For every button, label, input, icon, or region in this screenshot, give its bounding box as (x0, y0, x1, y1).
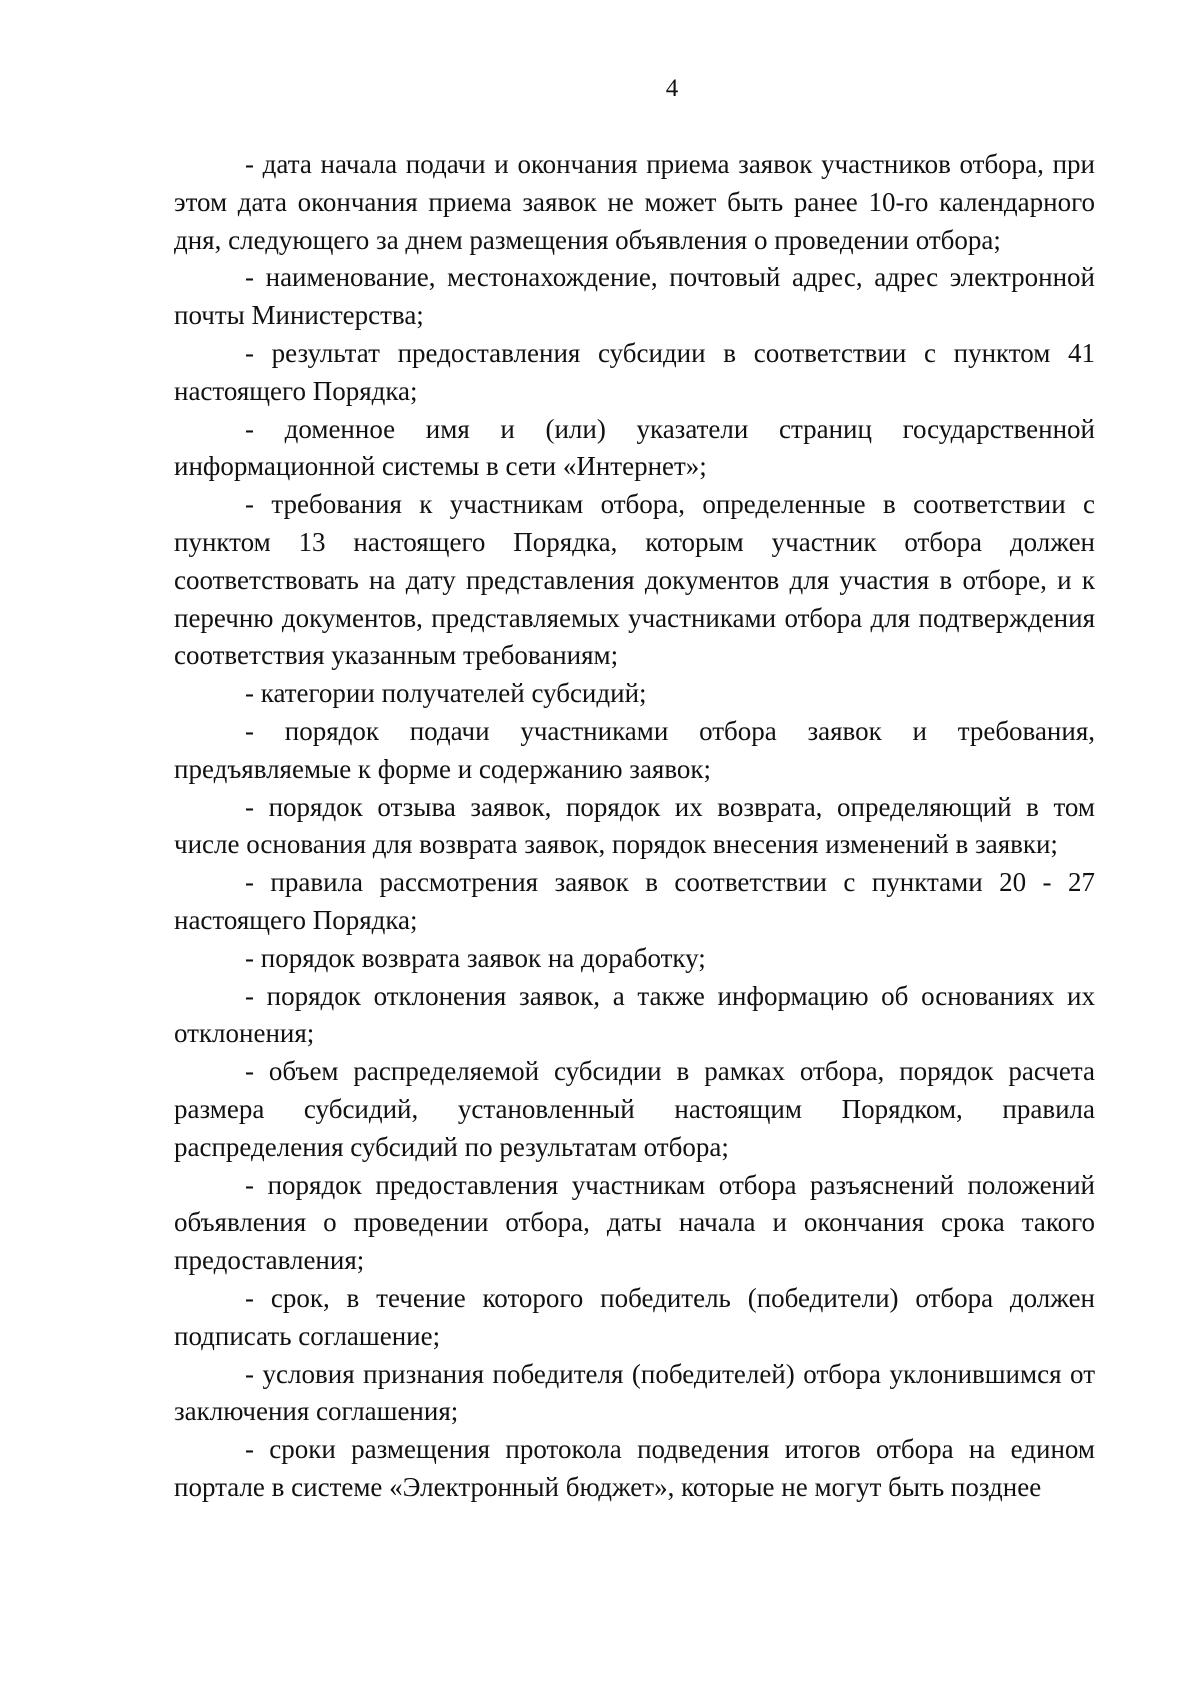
paragraph-withdrawal-procedure: - порядок отзыва заявок, порядок их возврата, определяющий в том числе основания для возврата заявок, порядок внесения изменений в заявки; (174, 791, 1095, 860)
paragraph-review-rules: - правила рассмотрения заявок в соответствии с пунктами 20 - 27 настоящего Порядка; (174, 867, 1095, 935)
paragraph-agreement-deadline: - срок, в течение которого победитель (победители) отбора должен подписать соглашение; (174, 1282, 1095, 1351)
paragraph-evasion-conditions: - условия признания победителя (победителей) отбора уклонившимся от заключения соглашения; (174, 1358, 1095, 1427)
paragraph-protocol-publication: - сроки размещения протокола подведения итогов отбора на едином портале в системе «Электронный бюджет», которые не могут быть позднее (174, 1434, 1095, 1502)
paragraph-subsidy-volume: - объем распределяемой субсидии в рамках отбора, порядок расчета размера субсидий, установленный настоящим Порядком, правила распределения субсидий по результатам отбора; (174, 1056, 1095, 1162)
paragraph-return-for-revision: - порядок возврата заявок на доработку; (245, 942, 706, 973)
paragraph-subsidy-result: - результат предоставления субсидии в соответствии с пунктом 41 настоящего Порядка; (174, 337, 1095, 406)
paragraph-application-dates: - дата начала подачи и окончания приема заявок участников отбора, при этом дата окончания приема заявок не может быть ранее 10-го календарного дня, следующего за днем размещения объявления о проведении отбора; (174, 149, 1095, 255)
paragraph-application-procedure: - порядок подачи участниками отбора заявок и требования, предъявляемые к форме и содержанию заявок; (174, 715, 1095, 784)
paragraph-participant-requirements: - требования к участникам отбора, определенные в соответствии с пунктом 13 настоящего Порядка, которым участник отбора должен соответствовать на дату представления документов для участия в отборе, и к перечню документов, представляемых участниками отбора для подтверждения соответствия указанным требованиям; (174, 489, 1095, 671)
paragraph-ministry-contacts: - наименование, местонахождение, почтовый адрес, адрес электронной почты Министерства; (174, 262, 1095, 331)
paragraph-rejection-procedure: - порядок отклонения заявок, а также информацию об основаниях их отклонения; (174, 980, 1095, 1049)
document-body (174, 146, 1095, 1507)
paragraph-domain-name: - доменное имя и (или) указатели страниц государственной информационной системы в сети «Интернет»; (174, 413, 1095, 482)
paragraph-clarifications: - порядок предоставления участникам отбора разъяснений положений объявления о проведении отбора, даты начала и окончания срока такого предоставления; (174, 1169, 1095, 1276)
page-number: 4 (665, 75, 679, 102)
paragraph-recipient-categories: - категории получателей субсидий; (245, 678, 647, 709)
